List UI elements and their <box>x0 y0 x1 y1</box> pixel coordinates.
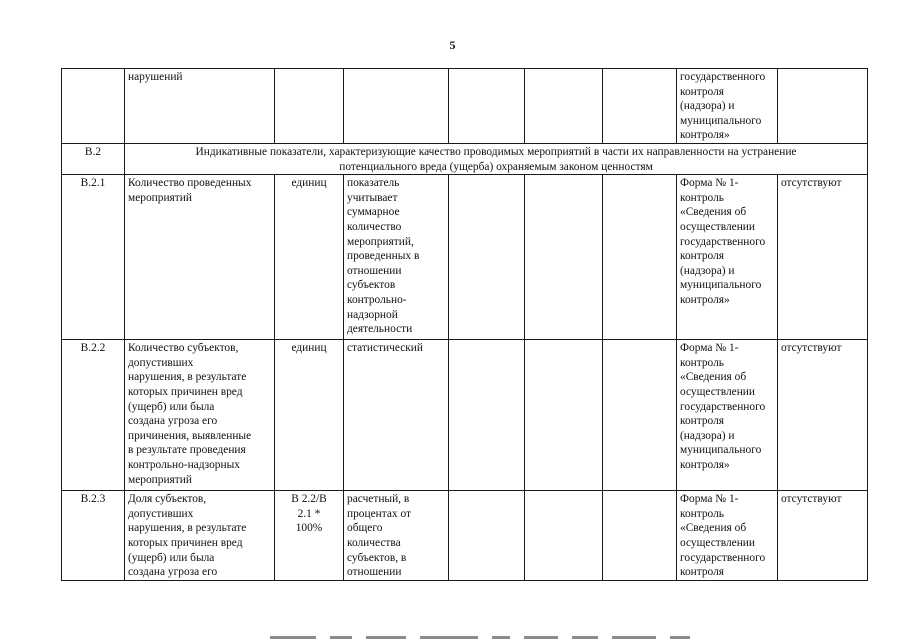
text-line: учитывает <box>347 191 398 204</box>
note-cell <box>778 69 868 144</box>
empty-cell <box>449 69 525 144</box>
indicator-name <box>125 491 275 581</box>
source-cell <box>677 340 778 491</box>
table-row <box>62 340 868 491</box>
text-line: муниципального <box>680 444 762 457</box>
text-line: допустивших <box>128 356 194 369</box>
note-cell: отсутствуют <box>778 340 868 491</box>
text-line: контроля» <box>680 458 730 471</box>
text-line: (надзора) и <box>680 100 735 113</box>
text-line: единиц <box>291 177 327 190</box>
section-row <box>62 144 868 175</box>
unit-cell <box>275 69 344 144</box>
text-line: государственного <box>680 400 766 413</box>
indicator-code: В.2.1 <box>62 175 125 340</box>
text-line: контроль <box>680 191 724 204</box>
text-line: Количество субъектов, <box>128 342 239 355</box>
text-line: которых причинен вред <box>128 385 243 398</box>
text-line: в результате проведения <box>128 444 246 457</box>
text-line: государственного <box>680 551 766 564</box>
source-cell <box>677 491 778 581</box>
text-line: контроля <box>680 85 725 98</box>
indicator-code: В.2.3 <box>62 491 125 581</box>
text-line: (ущерб) или была <box>128 400 215 413</box>
empty-cell <box>449 491 525 581</box>
text-line: мероприятий <box>128 473 192 486</box>
table-row <box>62 491 868 581</box>
note-cell: отсутствуют <box>778 491 868 581</box>
text-line: Форма № 1- <box>680 177 739 190</box>
text-line: общего <box>347 522 383 535</box>
indicator-name <box>125 340 275 491</box>
unit-cell <box>275 340 344 491</box>
indicators-table <box>61 68 868 581</box>
empty-cell <box>603 491 677 581</box>
table-row <box>62 69 868 144</box>
empty-cell <box>525 491 603 581</box>
text-line: потенциального вреда (ущерба) охраняемым законом ценностям <box>339 160 653 173</box>
section-code: В.2 <box>62 144 125 175</box>
text-line: процентах от <box>347 507 411 520</box>
text-line: статистический <box>347 342 423 355</box>
text-line: допустивших <box>128 507 194 520</box>
empty-cell <box>449 175 525 340</box>
text-line: создана угроза его <box>128 566 218 579</box>
empty-cell <box>603 69 677 144</box>
empty-cell <box>603 175 677 340</box>
text-line: контрольно- <box>347 293 407 306</box>
text-line: (надзора) и <box>680 264 735 277</box>
indicator-code <box>62 69 125 144</box>
source-cell <box>677 175 778 340</box>
text-line: контроля» <box>680 129 730 142</box>
text-line: Доля субъектов, <box>128 493 207 506</box>
empty-cell <box>525 340 603 491</box>
text-line: «Сведения об <box>680 206 747 219</box>
page-number: 5 <box>449 38 456 52</box>
indicator-code: В.2.2 <box>62 340 125 491</box>
text-line: нарушения, в результате <box>128 522 247 535</box>
indicator-name <box>125 175 275 340</box>
text-line: мероприятий <box>128 191 192 204</box>
text-line: государственного <box>680 235 766 248</box>
text-line: осуществлении <box>680 220 755 233</box>
text-line: осуществлении <box>680 536 755 549</box>
text-line: контроля» <box>680 293 730 306</box>
text-line: нарушения, в результате <box>128 371 247 384</box>
unit-cell <box>275 175 344 340</box>
method-cell <box>344 69 449 144</box>
text-line: создана угроза его <box>128 415 218 428</box>
text-line: контрольно-надзорных <box>128 458 240 471</box>
text-line: единиц <box>291 342 327 355</box>
method-cell <box>344 491 449 581</box>
text-line: мероприятий, <box>347 235 414 248</box>
indicator-name <box>125 69 275 144</box>
text-line: проведенных в <box>347 250 420 263</box>
text-line: государственного <box>680 71 766 83</box>
text-line: контроль <box>680 507 724 520</box>
source-cell <box>677 69 778 144</box>
text-line: субъектов <box>347 279 396 292</box>
text-line: осуществлении <box>680 385 755 398</box>
text-line: субъектов, в <box>347 551 407 564</box>
text-line: муниципального <box>680 114 762 127</box>
text-line: количества <box>347 536 401 549</box>
text-line: контроля <box>680 566 725 579</box>
text-line: причинения, выявленные <box>128 429 252 442</box>
text-line: Количество проведенных <box>128 177 252 190</box>
text-line: «Сведения об <box>680 371 747 384</box>
text-line: нарушений <box>128 71 183 83</box>
text-line: контроля <box>680 415 725 428</box>
text-line: суммарное <box>347 206 400 219</box>
text-line: муниципального <box>680 279 762 292</box>
text-line: «Сведения об <box>680 522 747 535</box>
note-cell: отсутствуют <box>778 175 868 340</box>
text-line: отношении <box>347 264 402 277</box>
section-title <box>125 144 868 175</box>
method-cell <box>344 340 449 491</box>
text-line: (надзора) и <box>680 429 735 442</box>
empty-cell <box>603 340 677 491</box>
text-line: Форма № 1- <box>680 493 739 506</box>
text-line: 100% <box>295 522 323 535</box>
text-line: отношении <box>347 566 402 579</box>
text-line: контроль <box>680 356 724 369</box>
text-line: количество <box>347 220 402 233</box>
unit-cell <box>275 491 344 581</box>
text-line: расчетный, в <box>347 493 410 506</box>
table-row <box>62 175 868 340</box>
empty-cell <box>525 69 603 144</box>
text-line: показатель <box>347 177 400 190</box>
text-line: Индикативные показатели, характеризующие качество проводимых мероприятий в части их направленности на устранение <box>195 146 797 158</box>
text-line: Форма № 1- <box>680 342 739 355</box>
text-line: которых причинен вред <box>128 536 243 549</box>
empty-cell <box>449 340 525 491</box>
text-line: В 2.2/В <box>291 493 327 506</box>
text-line: деятельности <box>347 323 413 336</box>
text-line: 2.1 * <box>297 507 321 520</box>
text-line: контроля <box>680 250 725 263</box>
method-cell <box>344 175 449 340</box>
empty-cell <box>525 175 603 340</box>
text-line: надзорной <box>347 308 398 321</box>
scan-artifact-marks <box>270 636 730 640</box>
text-line: (ущерб) или была <box>128 551 215 564</box>
